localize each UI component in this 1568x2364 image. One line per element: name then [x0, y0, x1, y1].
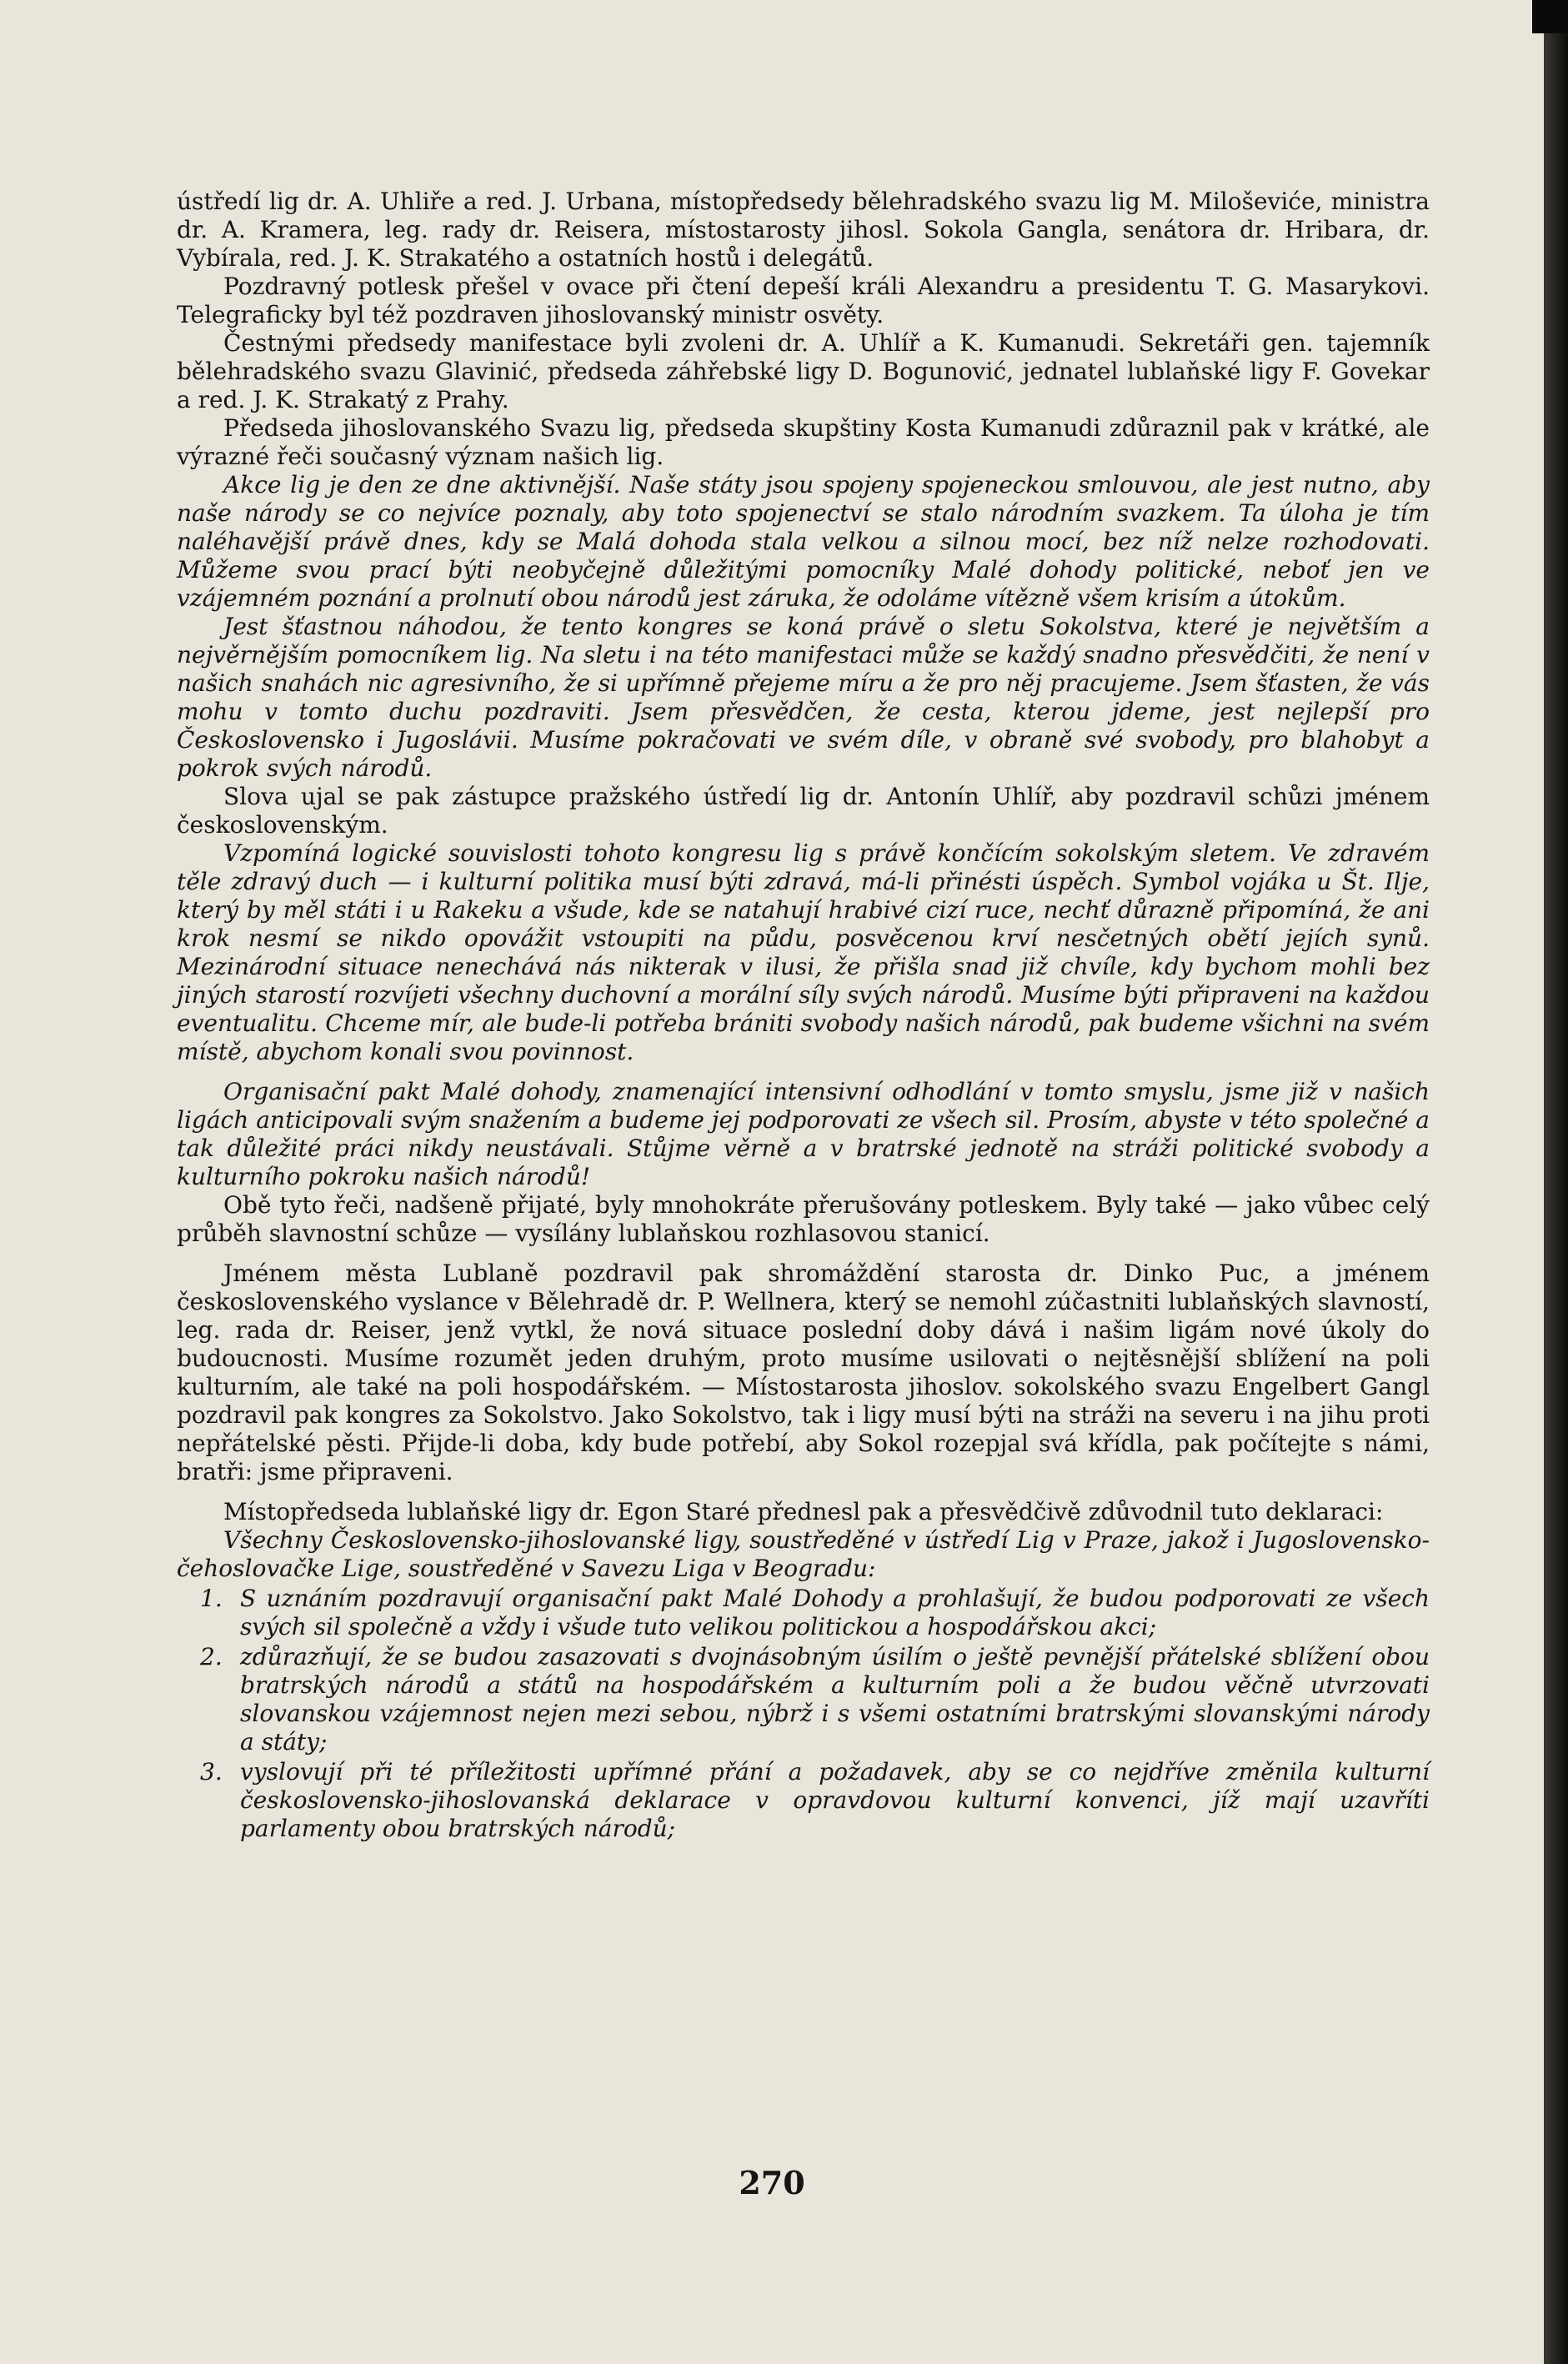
book-spine-shadow	[1544, 0, 1568, 2364]
paragraph-kumanudi-intro: Předseda jihoslovanského Svazu lig, předseda skupštiny Kosta Kumanudi zdůraznil pak v krátké, ale výrazné řeči současný význam našich lig.	[177, 414, 1430, 470]
paragraph-telegrams: Pozdravný potlesk přešel v ovace při čtení depeší králi Alexandru a presidentu T. G. Masarykovi. Telegraficky byl též pozdraven jihoslovanský ministr osvěty.	[177, 273, 1430, 328]
scan-edge	[1532, 0, 1568, 33]
declaration-list	[177, 1585, 1430, 1843]
declaration-item-number: 1.	[200, 1585, 223, 1612]
body-text	[177, 188, 1430, 1843]
declaration-item	[177, 1758, 1430, 1843]
declaration-item-number: 2.	[200, 1643, 223, 1670]
paragraph-kumanudi-speech-2: Jest šťastnou náhodou, že tento kongres se koná právě o sletu Sokolstva, které je největším a nejvěrnějším pomocníkem lig. Na sletu i na této manifestaci může se každý snadno přesvědčiti, že není v našich snahách nic agresivního, že si upřímně přejeme míru a že pro něj pracujeme. Jsem šťasten, že vás mohu v tomto duchu pozdraviti. Jsem přesvědčen, že cesta, kterou jdeme, jest nejlepší pro Československo i Jugoslávii. Musíme pokračovati ve svém díle, v obraně své svobody, pro blahobyt a pokrok svých národů.	[177, 613, 1430, 782]
paragraph-uhlir-speech-1: Vzpomíná logické souvislosti tohoto kongresu lig s právě končícím sokolským sletem. Ve zdravém těle zdravý duch — i kulturní politika musí býti zdravá, má-li přinésti úspěch. Symbol vojáka u Št. Ilje, který by měl státi i u Rakeku a všude, kde se natahují hrabivé cizí ruce, nechť důrazně připomíná, že ani krok nesmí se nikdo opovážit vstoupiti na půdu, posvěcenou krví nesčetných obětí jejích synů. Mezinárodní situace nenechává nás nikterak v ilusi, že přišla snad již chvíle, kdy bychom mohli bez jiných starostí rozvíjeti všechny duchovní a morální síly svých národů. Musíme býti připraveni na každou eventualitu. Chceme mír, ale bude-li potřeba brániti svobody našich národů, pak budeme všichni na svém místě, abychom konali svou povinnost.	[177, 839, 1430, 1065]
paragraph-declaration-preamble: Všechny Československo-jihoslovanské ligy, soustředěné v ústředí Lig v Praze, jakož i Jugoslovensko-čehoslovačke Lige, soustředěné v Savezu Liga v Beogradu:	[177, 1526, 1430, 1582]
declaration-item	[177, 1585, 1430, 1641]
paragraph-declaration-intro: Místopředseda lublaňské ligy dr. Egon Staré přednesl pak a přesvědčivě zdůvodnil tuto deklaraci:	[223, 1498, 1384, 1525]
declaration-item-number: 3.	[200, 1758, 223, 1786]
page-number: 270	[739, 2164, 805, 2201]
paragraph-kumanudi-speech-1: Akce lig je den ze dne aktivnější. Naše státy jsou spojeny spojeneckou smlouvou, ale jest nutno, aby naše národy se co nejvíce poznaly, aby toto spojenectví se stalo národním svazkem. Ta úloha je tím naléhavější právě dnes, kdy se Malá dohoda stala velkou a silnou mocí, bez níž nelze rozhodovati. Můžeme svou prací býti neobyčejně důležitými pomocníky Malé dohody politické, neboť jen ve vzájemném poznání a prolnutí obou národů jest záruka, že odoláme vítězně všem krisím a útokům.	[177, 471, 1430, 612]
paragraph-uhlir-speech-2: Organisační pakt Malé dohody, znamenající intensivní odhodlání v tomto smyslu, jsme již v našich ligách anticipovali svým snažením a budeme jej podporovati ze všech sil. Prosím, abyste v této společné a tak důležité práci nikdy neustávali. Stůjme věrně a v bratrské jednotě na stráži politické svobody a kulturního pokroku našich národů!	[177, 1078, 1430, 1190]
declaration-item-text: S uznáním pozdravují organisační pakt Malé Dohody a prohlašují, že budou podporovati ze všech svých sil společně a vždy i všude tuto velikou politickou a hospodářskou akci;	[240, 1585, 1430, 1640]
declaration-item	[177, 1643, 1430, 1756]
paragraph-greetings: Jménem města Lublaně pozdravil pak shromáždění starosta dr. Dinko Puc, a jménem československého vyslance v Bělehradě dr. P. Wellnera, který se nemohl zúčastniti lublaňských slavností, leg. rada dr. Reiser, jenž vytkl, že nová situace poslední doby dává i našim ligám nové úkoly do budoucnosti. Musíme rozumět jeden druhým, proto musíme usilovati o nejtěsnější sblížení na poli kulturním, ale také na poli hospodářském. — Místostarosta jihoslov. sokolského svazu Engelbert Gangl pozdravil pak kongres za Sokolstvo. Jako Sokolstvo, tak i ligy musí býti na stráži na severu i na jihu proti nepřátelské pěsti. Přijde-li doba, kdy bude potřebí, aby Sokol rozepjal svá křídla, pak počítejte s námi, bratři: jsme připraveni.	[177, 1260, 1430, 1485]
declaration-item-text: vyslovují při té příležitosti upřímné přání a požadavek, aby se co nejdříve změnila kulturní československo-jihoslovanská deklarace v opravdovou kulturní konvenci, jíž mají uzavříti parlamenty obou bratrských národů;	[240, 1758, 1430, 1842]
declaration-item-text: zdůrazňují, že se budou zasazovati s dvojnásobným úsilím o ještě pevnější přátelské sblížení obou bratrských národů a států na hospodářském a kulturním poli a že budou věčně utvrzovati slovanskou vzájemnost nejen mezi sebou, nýbrž i s všemi ostatními bratrskými slovanskými národy a státy;	[240, 1643, 1430, 1755]
paragraph-guests: ústředí lig dr. A. Uhliře a red. J. Urbana, místopředsedy bělehradského svazu lig M. Miloševiće, ministra dr. A. Kramera, leg. rady dr. Reisera, místostarosty jihosl. Sokola Gangla, senátora dr. Hribara, dr. Vybírala, red. J. K. Strakatého a ostatních hostů i delegátů.	[177, 188, 1430, 272]
paragraph-broadcast: Obě tyto řeči, nadšeně přijaté, byly mnohokráte přerušovány potleskem. Byly také — jako vůbec celý průběh slavnostní schůze — vysílány lublaňskou rozhlasovou stanicí.	[177, 1191, 1430, 1247]
paragraph-uhlir-intro: Slova ujal se pak zástupce pražského ústředí lig dr. Antonín Uhlíř, aby pozdravil schůzi jménem československým.	[177, 783, 1430, 839]
paragraph-honorary-chairs: Čestnými předsedy manifestace byli zvoleni dr. A. Uhlíř a K. Kumanudi. Sekretáři gen. tajemník bělehradského svazu Glavinić, předseda záhřebské ligy D. Bogunović, jednatel lublaňské ligy F. Govekar a red. J. K. Strakatý z Prahy.	[177, 329, 1430, 413]
